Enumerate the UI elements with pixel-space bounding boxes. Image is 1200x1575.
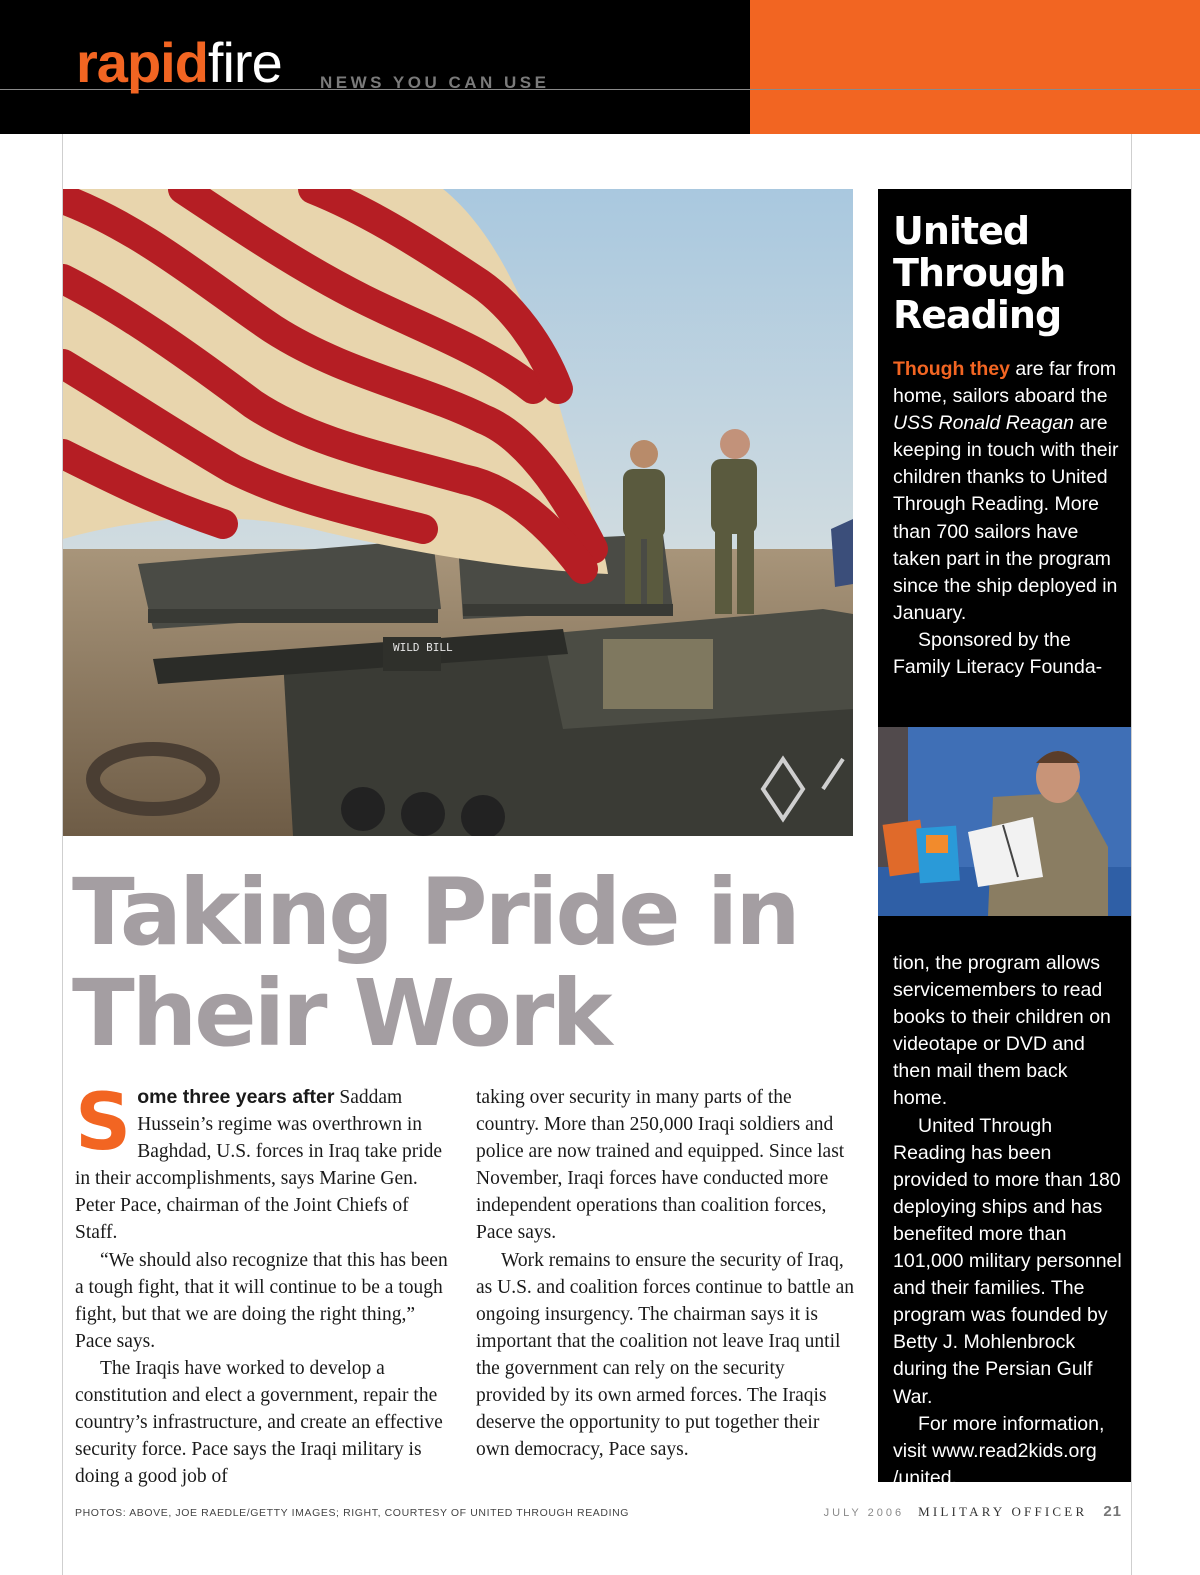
- section-logo: [76, 30, 282, 96]
- article-paragraph-4: Work remains to ensure the security of Iraq, as U.S. and coalition forces continue to battle an ongoing insurgency. The chairman says it is important that the coalition not leave Iraq until the government can rely on the security provided by its own armed forces. The Iraqis deserve the opportunity to put together their own democracy, Pace says.: [476, 1249, 854, 1461]
- sidebar-paragraph-2-start: Sponsored by the Family Literacy Founda-: [893, 628, 1103, 679]
- sidebar-paragraph-1: [893, 356, 1125, 627]
- article-headline: Taking Pride in Their Work: [72, 859, 798, 1067]
- page-rule-right: [1131, 134, 1132, 1575]
- drop-cap: S: [75, 1078, 132, 1168]
- logo-fire: fire: [207, 31, 282, 94]
- sidebar-paragraph-2-end: tion, the program allows servicemembers to read books to their children on videotape or DVD and then mail them back home.: [893, 952, 1111, 1110]
- logo-rapid: rapid: [76, 31, 208, 94]
- article-paragraph-3: The Iraqis have worked to develop a constitution and elect a government, repair the country’s infrastructure, and create an effective security force. Pace says the Iraqi military is doing a good job of: [75, 1357, 443, 1488]
- article-paragraph-2: “We should also recognize that this has been a tough fight, that it will continue to be a tough fight, but that we are doing the right thing,” Pace says.: [75, 1249, 448, 1352]
- sidebar-title: United Through Reading: [893, 209, 1066, 337]
- issue-date: JULY 2006: [823, 1507, 905, 1519]
- sidebar-p1-text-b: are keeping in touch with their children thanks to United Through Reading. More than 700 sailors have taken part in the program since the ship deployed in January.: [893, 412, 1119, 624]
- main-photo: [63, 189, 853, 836]
- article-paragraph-3-cont: taking over security in many parts of the country. More than 250,000 Iraqi soldiers and police are now trained and equipped. Since last November, Iraqi forces have conducted more independent operations than coalition forces, Pace says.: [476, 1087, 845, 1244]
- article-column-2: [476, 1084, 854, 1463]
- article-leadin: ome three years after: [137, 1086, 335, 1108]
- sidebar-paragraph-4: For more information, visit www.read2kids.org /united.: [893, 1412, 1105, 1489]
- sidebar-paragraph-3: United Through Reading has been provided to more than 180 deploying ships and has benefited more than 101,000 military personnel and their families. The program was founded by Betty J. Mohlenbrock during the Persian Gulf War.: [893, 1114, 1122, 1408]
- sidebar-p1-text-a: are far from home, sailors aboard the: [893, 358, 1117, 408]
- sidebar-text-bottom: [893, 950, 1125, 1492]
- header-accent-block: [750, 0, 1200, 134]
- article-column-1: [75, 1078, 453, 1490]
- section-tagline: NEWS YOU CAN USE: [320, 73, 550, 92]
- page-number: 21: [1103, 1503, 1122, 1520]
- folio: [824, 1503, 1122, 1521]
- article-paragraph-1-text: Saddam Hussein’s regime was overthrown in Baghdad, U.S. forces in Iraq take pride in their accomplishments, says Marine Gen. Peter Pace, chairman of the Joint Chiefs of Staff.: [75, 1087, 443, 1244]
- photo-credit: PHOTOS: ABOVE, JOE RAEDLE/GETTY IMAGES; RIGHT, COURTESY OF UNITED THROUGH READING: [75, 1507, 630, 1519]
- ship-name: USS Ronald Reagan: [893, 412, 1075, 435]
- magazine-name: MILITARY OFFICER: [918, 1504, 1088, 1519]
- childrens-books: [883, 820, 960, 884]
- article-paragraph-1: [75, 1078, 453, 1247]
- sidebar-photo: [878, 727, 1131, 916]
- sidebar-text-top: [893, 356, 1125, 681]
- tank-marking: WILD BILL: [393, 641, 453, 654]
- sidebar-leadin: Though they: [893, 358, 1010, 380]
